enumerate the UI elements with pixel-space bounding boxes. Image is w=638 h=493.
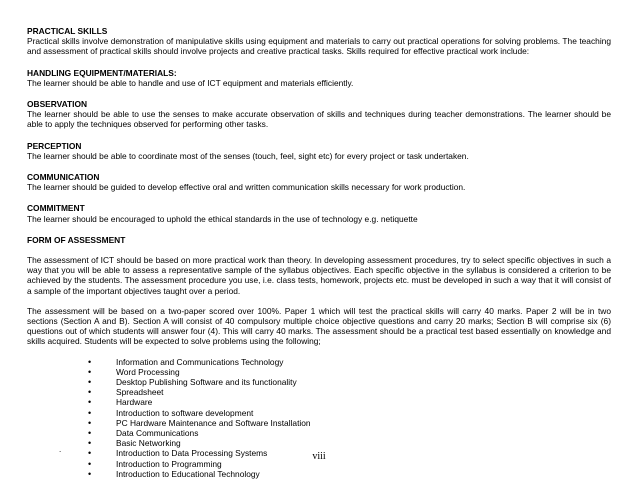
stray-mark: . — [59, 445, 62, 454]
topic-list-item: • Basic Networking — [88, 438, 611, 448]
section-body: Practical skills involve demonstration of manipulative skills using equipment and materials to carry out practical operations for solving problems. The teaching and assessment of practical skills should involve projects and creative practical tasks. Skills required for effective practical work include: — [27, 36, 611, 57]
topic-list-item: • PC Hardware Maintenance and Software Installation — [88, 418, 611, 428]
section-body: The learner should be able to coordinate most of the senses (touch, feel, sight etc) for every project or task undertaken. — [27, 150, 469, 161]
section-heading: COMMUNICATION — [27, 172, 100, 183]
topic-list-item: • Hardware — [88, 397, 611, 407]
section-heading: PERCEPTION — [27, 140, 82, 151]
section-heading: OBSERVATION — [27, 99, 88, 110]
topic-list-item: • Introduction to Data Processing Systems — [88, 448, 611, 458]
assessment-heading: FORM OF ASSESSMENT — [27, 234, 126, 245]
assessment-paragraph-2: The assessment will be based on a two-paper scored over 100%. Paper 1 which will test the practical skills will carry 40 marks. Paper 2 will be in two sections (Section A and B). Section A will consist of 40 compulsory multiple choice objective questions and carry 20 marks; Section B will comprise six (6) questions out of which students will answer four (4). This will carry 40 marks. The assessment should be a practical test based essentially on knowledge and skills acquired. Students will be expected to solve problems using the following; — [27, 305, 611, 347]
assessment-paragraph-1: The assessment of ICT should be based on more practical work than theory. In developing assessment procedures, try to select specific objectives in such a way that you will be able to assess a representative sample of the syllabus objectives. Each specific objective in the syllabus is considered a criterion to be achieved by the students. The assessment procedure you use, i.e. class tests, homework, projects etc. must be developed in such a way that it will consist of a sample of the important objectives taught over a period. — [27, 255, 611, 296]
assessment-section — [27, 235, 611, 479]
section-body: The learner should be able to handle and use of ICT equipment and materials efficiently. — [27, 77, 354, 88]
topic-list-item: • Desktop Publishing Software and its functionality — [88, 377, 611, 387]
topic-list-item: • Introduction to Programming — [88, 459, 611, 469]
section-heading: PRACTICAL SKILLS — [27, 26, 108, 36]
topic-list-item: • Introduction to software development — [88, 408, 611, 418]
page-number: viii — [312, 451, 326, 462]
document-page — [27, 26, 611, 490]
skill-section — [27, 172, 611, 192]
section-heading: COMMITMENT — [27, 203, 85, 214]
skill-section — [27, 68, 611, 88]
topic-list-item: • Data Communications — [88, 428, 611, 438]
skill-section — [27, 26, 611, 57]
section-heading: HANDLING EQUIPMENT/MATERIALS: — [27, 67, 177, 78]
topic-list-item: • Introduction to Educational Technology — [88, 469, 611, 479]
topic-list-item: • Word Processing — [88, 367, 611, 377]
section-body: The learner should be encouraged to uphold the ethical standards in the use of technology e.g. netiquette — [27, 213, 418, 224]
topic-list-item: • Information and Communications Technology — [88, 357, 611, 367]
section-body: The learner should be able to use the senses to make accurate observation of skills and techniques during teacher demonstrations. The learner should be able to apply the techniques observed for performing other tasks. — [27, 109, 611, 130]
skills-sections — [27, 26, 611, 224]
skill-section — [27, 141, 611, 161]
topic-list-item: • Spreadsheet — [88, 387, 611, 397]
section-body: The learner should be guided to develop effective oral and written communication skills necessary for work production. — [27, 182, 466, 193]
skill-section — [27, 99, 611, 130]
skill-section — [27, 203, 611, 223]
